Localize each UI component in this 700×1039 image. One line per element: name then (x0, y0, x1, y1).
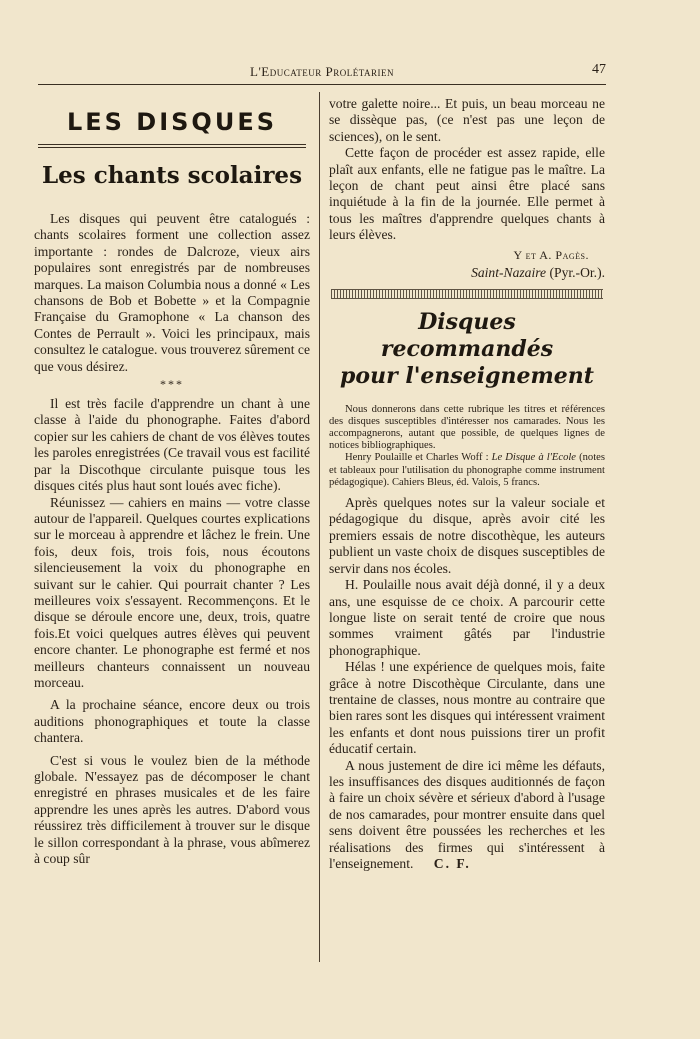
ref-details: (notes et tableaux pour l'utilisation du phonographe comme instrument pédagogique). Cahiers Bleus, éd. Valois, 5 francs. (329, 452, 605, 488)
paragraph-intro: Les disques qui peuvent être catalogués : chants scolaires forment une collection assez importante : rondes de Dalcroze, vieux airs populaires sont enregistrés par de nombreuses marques. La maison Columbia nous a donné « Les chansons de Bob et Bobette » et la Compagnie Française du Gramophone « La chanson des Contes de Perrault ». Voici les principaux, mais consultez le catalogue. vous trouverez sûrement ce que vous désirez. (34, 211, 310, 374)
paragraph-a-nous (329, 758, 605, 873)
paragraph-helas: Hélas ! une expérience de quelques mois, faite grâce à notre Discothèque Circulante, dans une trentaine de classes, nous montre au contraire que bien rares sont les disques qui intéressent vraiment les enfants et dont nous puissions tirer un profit éducatif certain. (329, 659, 605, 757)
paragraph-methode-globale: C'est si vous le voulez bien de la méthode globale. N'essayez pas de décomposer le chant enregistré en phrases musicales et de les faire apprendre les unes après les autres. D'abord vous réussirez très difficilement à trouver sur le disque le sillon correspondant à la phrase, vous abîmerez à coup sûr (34, 752, 310, 867)
paragraph-method: Il est très facile d'apprendre un chant à une classe à l'aide du phonographe. Faites d'abord copier sur les cahiers de chant de vos élèves toutes les paroles enregistrées (Ce travail vous est facilité par la Discothque circulante puisque tous les disques cités plus haut sont loués avec fiche). (34, 396, 310, 494)
section-rule (38, 144, 306, 148)
final-signature: C. F. (433, 856, 471, 872)
journal-title: L'Educateur Prolétarien (250, 64, 394, 79)
paragraph-poulaille: H. Poulaille nous avait déjà donné, il y a deux ans, une esquisse de ce choix. A parcourir cette longue liste on serait tenté de croire que nous sommes vraiment gâtés par l'industrie phonographique. (329, 577, 605, 658)
paragraph-apres: Après quelques notes sur la valeur sociale et pédagogique du disque, après avoir cité les premiers essais de notre discothèque, les auteurs publient un vaste choix de disques susceptibles de servir dans nos écoles. (329, 495, 605, 576)
section-heading: LES DISQUES (66, 108, 278, 136)
author-place (329, 265, 605, 281)
place-name: Saint-Nazaire (471, 264, 547, 280)
article-title-disques (329, 309, 605, 390)
article-title-chants: Les chants scolaires (41, 162, 303, 189)
paragraph-continuation: votre galette noire... Et puis, un beau morceau ne se dissèque pas, (ce n'est pas une leçon de sciences), on le sent. (329, 96, 605, 144)
paragraph-a-nous-text: A nous justement de dire ici même les défauts, les insuffisances des disques auditionnés de façon à faire un choix sévère et sérieux d'abord à l'usage de nos camarades, pour montrer ensuite dans quel sens doivent être poussées les recherches et les réalisations des firmes qui s'intéressent à l'enseignement. (329, 757, 605, 872)
author-signature: Y et A. Pagès. (513, 247, 589, 262)
paragraph-prochaine-seance: A la prochaine séance, encore deux ou trois auditions phonographiques et toute la classe chantera. (34, 697, 310, 746)
rubric-intro: Nous donnerons dans cette rubrique les titres et références des disques susceptibles d'intéresser nos camarades. Nous les accompagnerons, autant que possible, de quelques lignes de notices bibliographiques. (329, 403, 605, 452)
ref-authors: Henry Poulaille et Charles Woff : (345, 452, 492, 464)
ref-title: Le Disque à l'Ecole (491, 452, 577, 464)
paragraph-reunissez: Réunissez — cahiers en mains — votre classe autour de l'appareil. Quelques courtes explications sur le morceau à apprendre et lâchez le frein. Une fois, deux fois, trois fois, nous écoutons silencieusement la voix du phonographe en suivant sur le cahier. Qui pourrait chanter ? Les meilleures voix s'essayent. Recommençons. Et le disque se déroule encore une, deux, trois, quatre fois.Et voici quelques autres élèves qui peuvent encore chanter. Le phonographe est fermé et nos meilleurs chanteurs connaissent un nouveau morceau. (34, 494, 310, 690)
page-header (38, 62, 606, 85)
place-suffix: (Pyr.-Or.). (546, 264, 605, 280)
page-number: 47 (592, 62, 606, 77)
left-column (34, 96, 310, 867)
separator-stars: *** (160, 377, 184, 392)
article-title-line2: pour l'enseignement (340, 362, 594, 389)
paragraph-facon: Cette façon de procéder est assez rapide, elle plaît aux enfants, elle ne fatigue pas le maître. La leçon de chant peut ainsi être placé sans inquiétude à la fin de la journée. Elle permet à tous les maîtres d'apprendre quelques chants à leurs élèves. (329, 145, 605, 243)
right-column (329, 96, 605, 872)
column-divider (319, 92, 320, 962)
article-title-line1: Disques recommandés (380, 308, 554, 362)
hatched-separator (331, 289, 603, 299)
book-reference (329, 452, 605, 489)
